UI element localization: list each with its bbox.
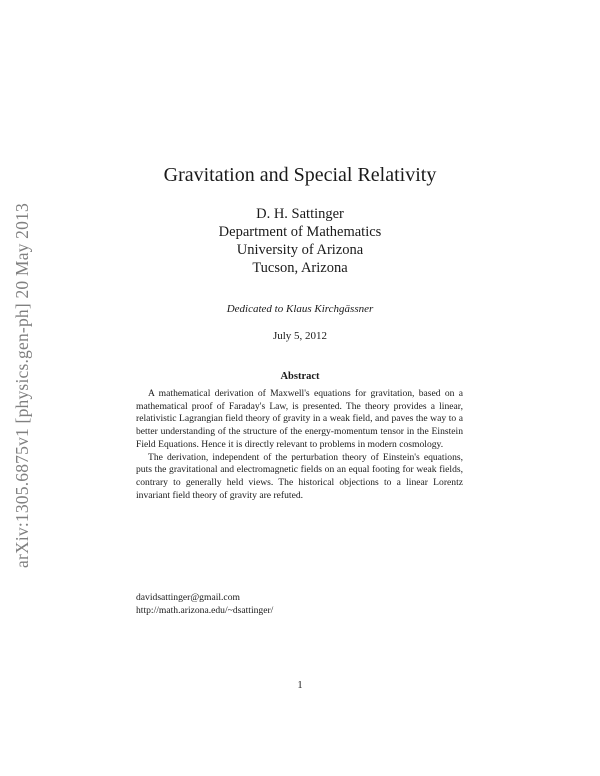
dedication: Dedicated to Klaus Kirchgässner bbox=[226, 303, 374, 315]
author-location: Tucson, Arizona bbox=[252, 260, 348, 276]
paper-date: July 5, 2012 bbox=[272, 330, 328, 342]
author-homepage-url: http://math.arizona.edu/~dsattinger/ bbox=[136, 604, 274, 616]
paper-title: Gravitation and Special Relativity bbox=[163, 164, 437, 186]
author-department: Department of Mathematics bbox=[218, 224, 382, 240]
author-email: davidsattinger@gmail.com bbox=[136, 592, 240, 603]
contact-info bbox=[136, 592, 436, 617]
abstract-paragraph: A mathematical derivation of Maxwell's equations for gravitation, based on a mathematical proof of Faraday's Law, is presented. The theory provides a linear, relativistic Lagrangian field theory of gravity in a weak field, and paves the way to a better understanding of the structure of the energy-momentum tensor in the Einstein Field Equations. Hence it is directly relevant to problems in modern cosmology. bbox=[136, 388, 463, 450]
arxiv-stamp bbox=[10, 180, 34, 590]
arxiv-stamp-text: arXiv:1305.6875v1 [physics.gen-ph] 20 May 2013 bbox=[11, 202, 32, 568]
author-name: D. H. Sattinger bbox=[256, 206, 344, 222]
page-number: 1 bbox=[297, 680, 303, 691]
author-university: University of Arizona bbox=[236, 242, 364, 258]
abstract-heading: Abstract bbox=[280, 371, 320, 382]
author-block bbox=[150, 205, 450, 277]
abstract-body bbox=[136, 388, 463, 502]
abstract-paragraph: The derivation, independent of the perturbation theory of Einstein's equations, puts the gravitational and electromagnetic fields on an equal footing for weak fields, contrary to generally held views. The historical objections to a linear Lorentz invariant field theory of gravity are refuted. bbox=[136, 451, 463, 501]
